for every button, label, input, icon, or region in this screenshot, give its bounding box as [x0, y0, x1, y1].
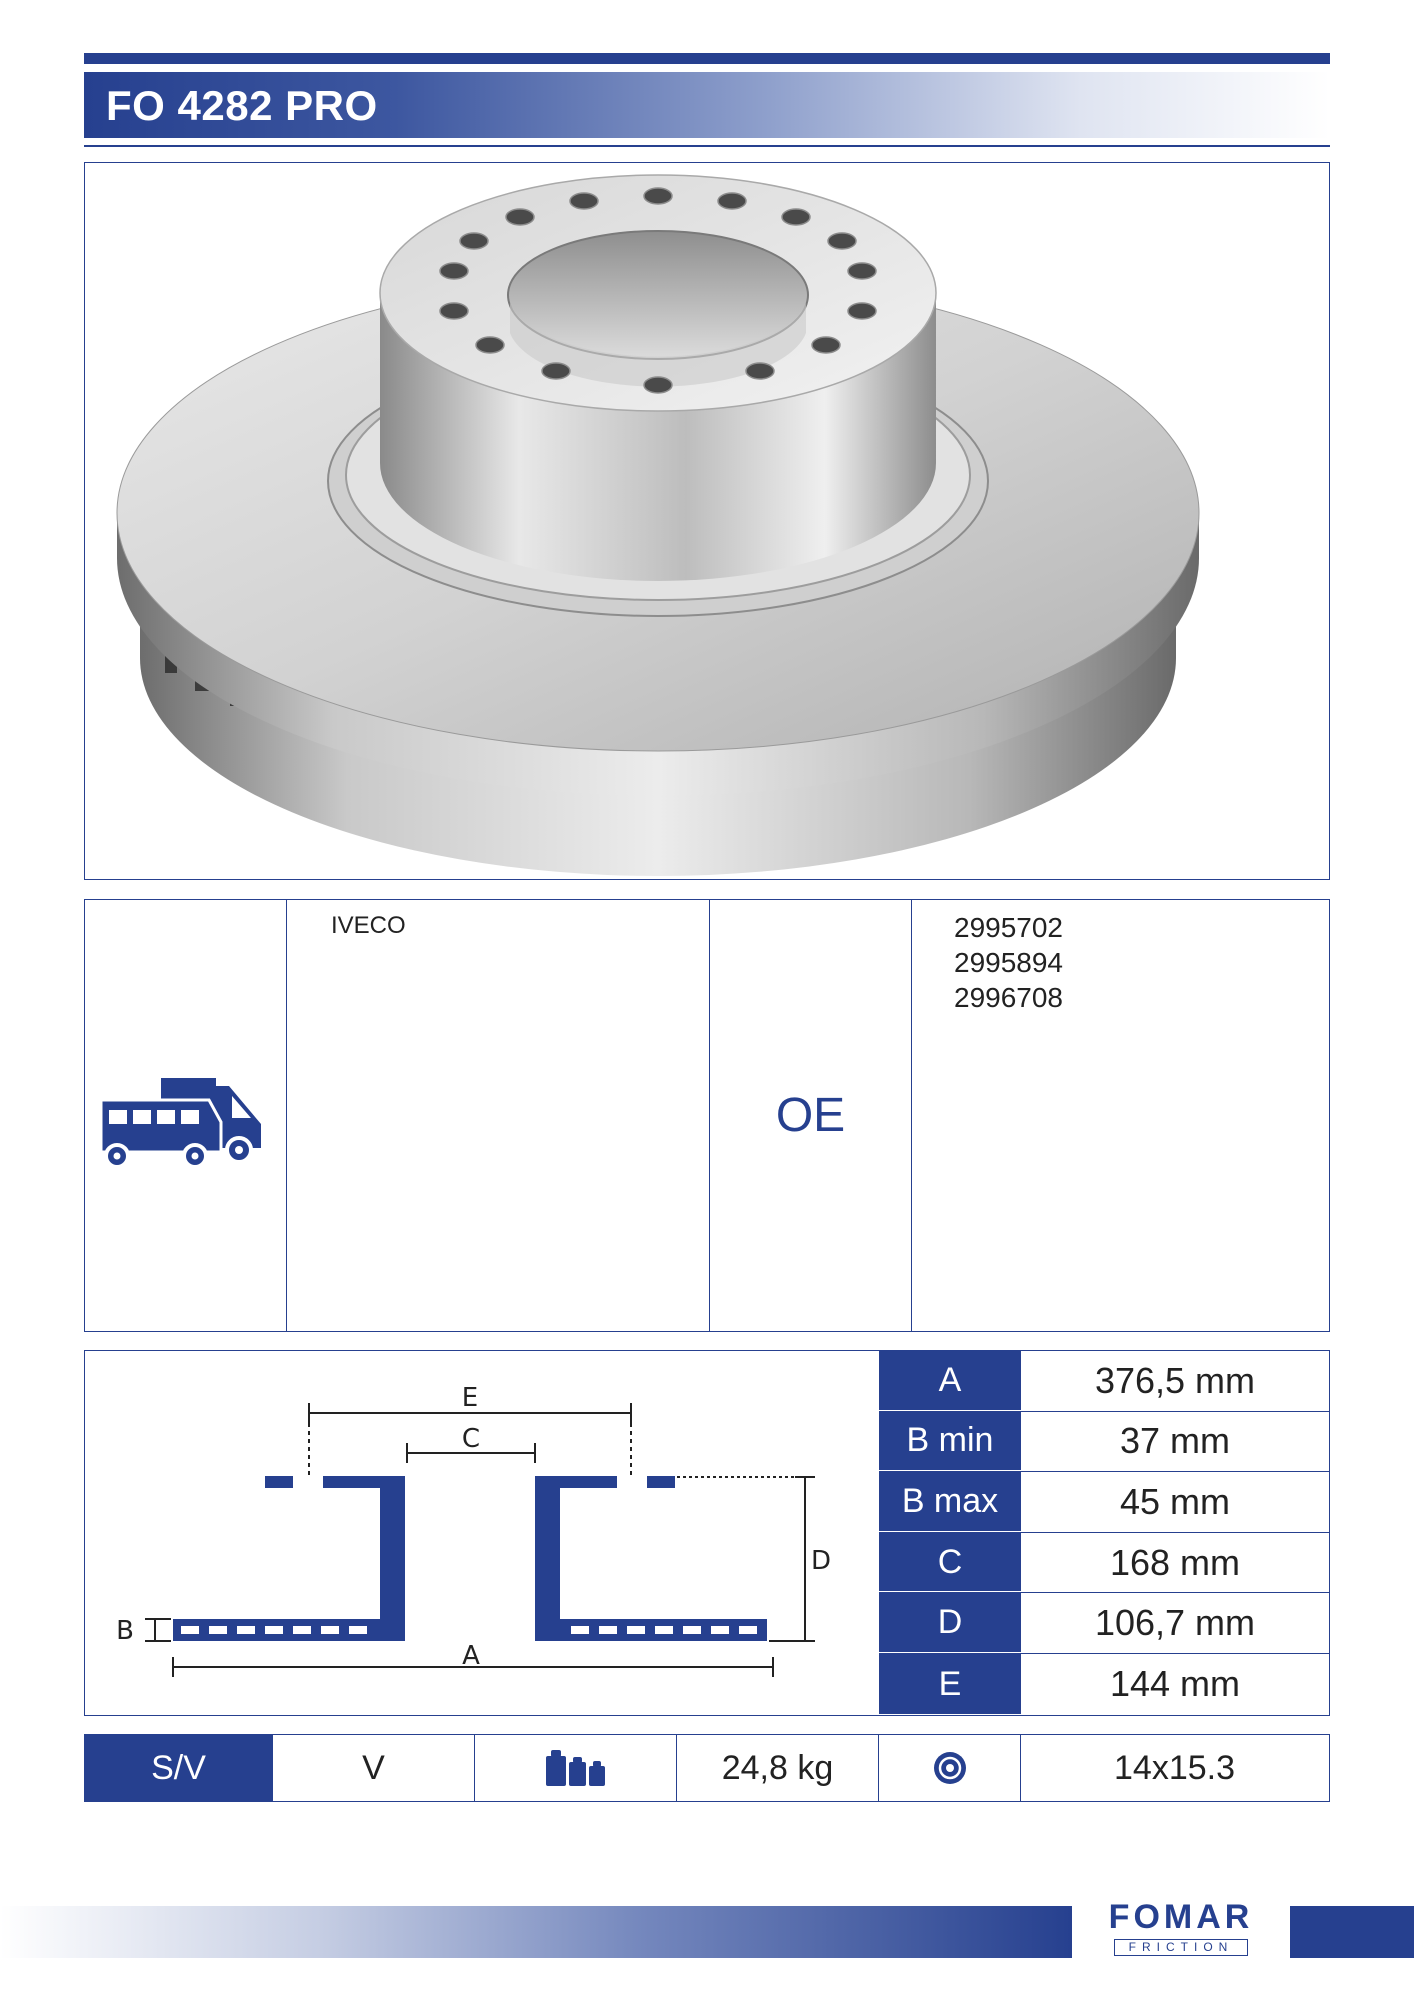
dimension-row	[879, 1654, 1329, 1714]
label-a: A	[462, 1641, 480, 1671]
dimension-value: 376,5 mm	[1094, 1359, 1256, 1401]
label-b: B	[116, 1616, 134, 1646]
weights-icon	[543, 1748, 609, 1788]
title-underline	[84, 145, 1330, 147]
cross-section-diagram	[85, 1351, 879, 1714]
fomar-logo	[1088, 1898, 1274, 1956]
logo-brand: FOMAR	[1108, 1898, 1254, 1936]
label-d: D	[810, 1546, 832, 1576]
vehicle-type-cell	[85, 900, 287, 1331]
oe-number: 2996708	[954, 982, 1064, 1013]
dimension-value: 106,7 mm	[1094, 1602, 1256, 1644]
bolt-hole-icon	[932, 1750, 968, 1786]
label-e: E	[461, 1383, 479, 1413]
footer-block	[1290, 1906, 1414, 1958]
sv-value: V	[273, 1735, 475, 1801]
dimension-row	[879, 1472, 1329, 1533]
product-image-box	[84, 162, 1330, 880]
dimension-value: 144 mm	[1109, 1663, 1241, 1704]
dimension-key: E	[879, 1654, 1021, 1714]
brake-disc-image	[85, 163, 1328, 878]
oe-number: 2995702	[954, 912, 1064, 943]
header-top-rule	[84, 53, 1330, 64]
dimension-row	[879, 1593, 1329, 1654]
dimension-key: B max	[879, 1472, 1021, 1532]
vehicle-make: IVECO	[331, 912, 406, 939]
dimensions-section	[84, 1350, 1330, 1716]
oe-numbers-list	[954, 910, 1063, 1015]
dimension-value: 45 mm	[1119, 1480, 1231, 1522]
footer-gradient	[0, 1906, 1072, 1958]
dimension-value: 168 mm	[1109, 1541, 1241, 1583]
product-title: FO 4282 PRO	[106, 82, 378, 129]
dimension-key: B min	[879, 1412, 1021, 1472]
dimension-key: C	[879, 1533, 1021, 1593]
weight-icon-cell	[475, 1735, 677, 1801]
application-table	[84, 899, 1330, 1332]
sv-label: S/V	[85, 1735, 273, 1801]
make-cell	[287, 900, 710, 1331]
dimension-key: D	[879, 1593, 1021, 1653]
logo-subtitle: FRICTION	[1114, 1939, 1248, 1956]
dimension-row	[879, 1533, 1329, 1594]
oe-label: OE	[775, 1089, 846, 1142]
info-bar	[84, 1734, 1330, 1802]
bus-truck-icon	[101, 1070, 271, 1170]
oe-label-cell	[710, 900, 912, 1331]
dimension-row	[879, 1351, 1329, 1412]
label-c: C	[461, 1424, 481, 1454]
title-bar	[84, 72, 1330, 138]
dimensions-table	[879, 1351, 1329, 1715]
weight-value: 24,8 kg	[677, 1735, 879, 1801]
oe-number: 2995894	[954, 947, 1064, 978]
dimension-key: A	[879, 1351, 1021, 1411]
dimension-value: 37 mm	[1119, 1420, 1231, 1462]
dimension-row	[879, 1412, 1329, 1473]
holes-value: 14x15.3	[1114, 1748, 1235, 1787]
oe-numbers-cell	[912, 900, 1328, 1331]
holes-icon-cell	[879, 1735, 1021, 1801]
